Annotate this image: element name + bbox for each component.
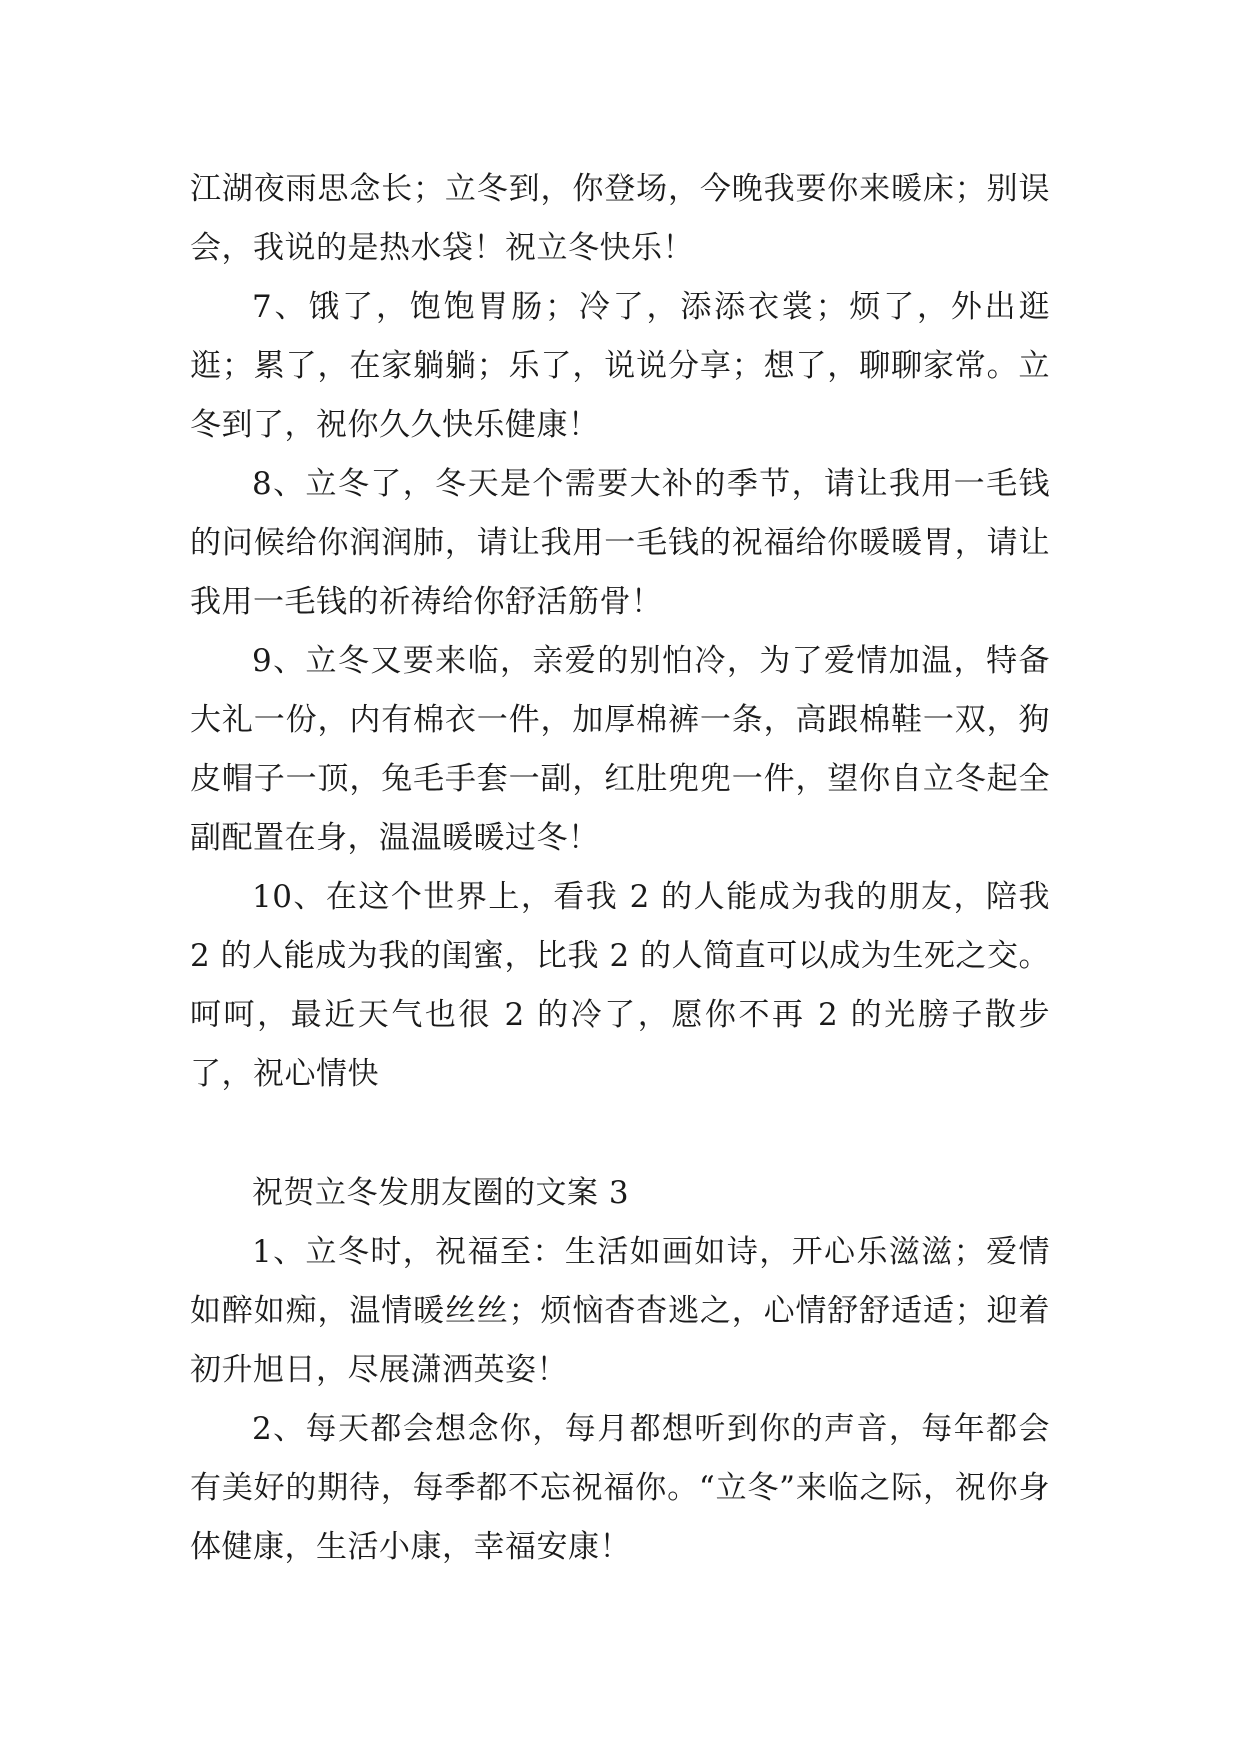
paragraph-continuation: 江湖夜雨思念长；立冬到，你登场，今晚我要你来暖床；别误会，我说的是热水袋！祝立冬快乐！ xyxy=(190,171,1050,266)
section-title: 祝贺立冬发朋友圈的文案 3 xyxy=(252,1175,630,1211)
section-paragraph-1: 1、立冬时，祝福至：生活如画如诗，开心乐滋滋；爱情如醉如痴，温情暖丝丝；烦恼杳杳逃之，心情舒舒适适；迎着初升旭日，尽展潇洒英姿！ xyxy=(190,1234,1050,1388)
paragraph-item-8: 8、立冬了，冬天是个需要大补的季节，请让我用一毛钱的问候给你润润肺，请让我用一毛钱的祝福给你暖暖胃，请让我用一毛钱的祈祷给你舒活筋骨！ xyxy=(190,466,1050,620)
section-paragraph-2: 2、每天都会想念你，每月都想听到你的声音，每年都会有美好的期待，每季都不忘祝福你。“立冬”来临之际，祝你身体健康，生活小康，幸福安康！ xyxy=(190,1411,1050,1565)
paragraph-item-9: 9、立冬又要来临，亲爱的别怕冷，为了爱情加温，特备大礼一份，内有棉衣一件，加厚棉裤一条，高跟棉鞋一双，狗皮帽子一顶，兔毛手套一副，红肚兜兜一件，望你自立冬起全副配置在身，温温暖暖过冬！ xyxy=(190,643,1050,856)
section-spacer xyxy=(190,1104,1050,1164)
paragraph-item-7: 7、饿了，饱饱胃肠；冷了，添添衣裳；烦了，外出逛逛；累了，在家躺躺；乐了，说说分享；想了，聊聊家常。立冬到了，祝你久久快乐健康！ xyxy=(190,289,1050,443)
document-page xyxy=(190,160,1050,1577)
paragraph-item-10: 10、在这个世界上，看我 2 的人能成为我的朋友，陪我 2 的人能成为我的闺蜜，比我 2 的人简直可以成为生死之交。呵呵，最近天气也很 2 的冷了，愿你不再 2 的光膀子散步了，祝心情快 xyxy=(190,879,1050,1092)
